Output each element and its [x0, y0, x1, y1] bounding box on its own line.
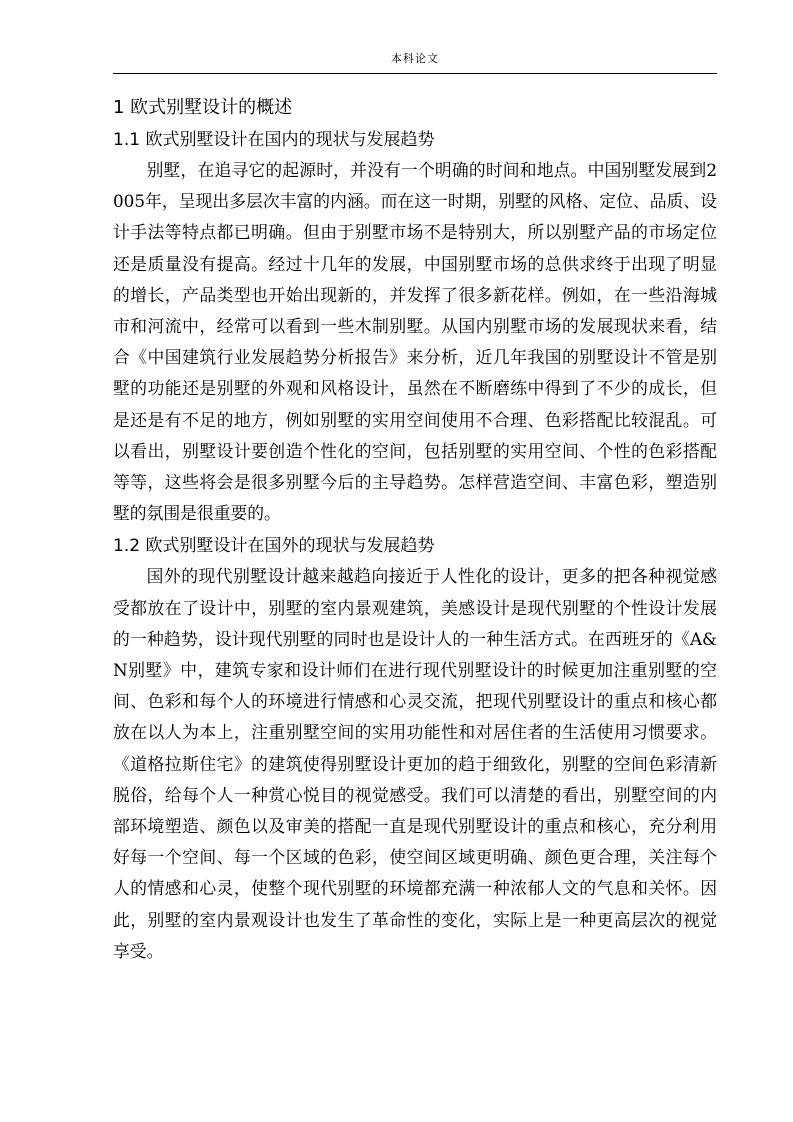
- section-heading-1-1: 1.1 欧式别墅设计在国内的现状与发展趋势: [113, 130, 435, 150]
- body-content: [113, 93, 717, 967]
- chapter-heading: 1 欧式别墅设计的概述: [113, 97, 293, 118]
- header-rule: [113, 73, 717, 74]
- section-paragraph-1-2: 国外的现代别墅设计越来越趋向接近于人性化的设计，更多的把各种视觉感受都放在了设计中，别墅的室内景观建筑，美感设计是现代别墅的个性设计发展的一种趋势，设计现代别墅的同时也是设计人的一种生活方式。在西班牙的《A&N别墅》中，建筑专家和设计师们在进行现代别墅设计的时候更加注重别墅的空间、色彩和每个人的环境进行情感和心灵交流，把现代别墅设计的重点和核心都放在以人为本上，注重别墅空间的实用功能性和对居住者的生活使用习惯要求。《道格拉斯住宅》的建筑使得别墅设计更加的趋于细致化，别墅的空间色彩清新脱俗，给每个人一种赏心悦目的视觉感受。我们可以清楚的看出，别墅空间的内部环境塑造、颜色以及审美的搭配一直是现代别墅设计的重点和核心，充分利用好每一个空间、每一个区域的色彩，使空间区域更明确、颜色更合理，关注每个人的情感和心灵，使整个现代别墅的环境都充满一种浓郁人文的气息和关怀。因此，别墅的室内景观设计也发生了革命性的变化，实际上是一种更高层次的视觉享受。: [113, 566, 717, 961]
- section-heading-1-2: 1.2 欧式别墅设计在国外的现状与发展趋势: [113, 536, 435, 557]
- running-header: 本科论文: [391, 52, 439, 65]
- section-paragraph-1-1: 别墅，在追寻它的起源时，并没有一个明确的时间和地点。中国别墅发展到2005年，呈现出多层次丰富的内涵。而在这一时期，别墅的风格、定位、品质、设计手法等特点都已明确。但由于别墅市场不是特别大，所以别墅产品的市场定位还是质量没有提高。经过十几年的发展，中国别墅市场的总供求终于出现了明显的增长，产品类型也开始出现新的，并发挥了很多新花样。例如，在一些沿海城市和河流中，经常可以看到一些木制别墅。从国内别墅市场的发展现状来看，结合《中国建筑行业发展趋势分析报告》来分析，近几年我国的别墅设计不管是别墅的功能还是别墅的外观和风格设计，虽然在不断磨练中得到了不少的成长，但是还是有不足的地方，例如别墅的实用空间使用不合理、色彩搭配比较混乱。可以看出，别墅设计要创造个性化的空间，包括别墅的实用空间、个性的色彩搭配等等，这些将会是很多别墅今后的主导趋势。怎样营造空间、丰富色彩，塑造别墅的氛围是很重要的。: [113, 160, 717, 524]
